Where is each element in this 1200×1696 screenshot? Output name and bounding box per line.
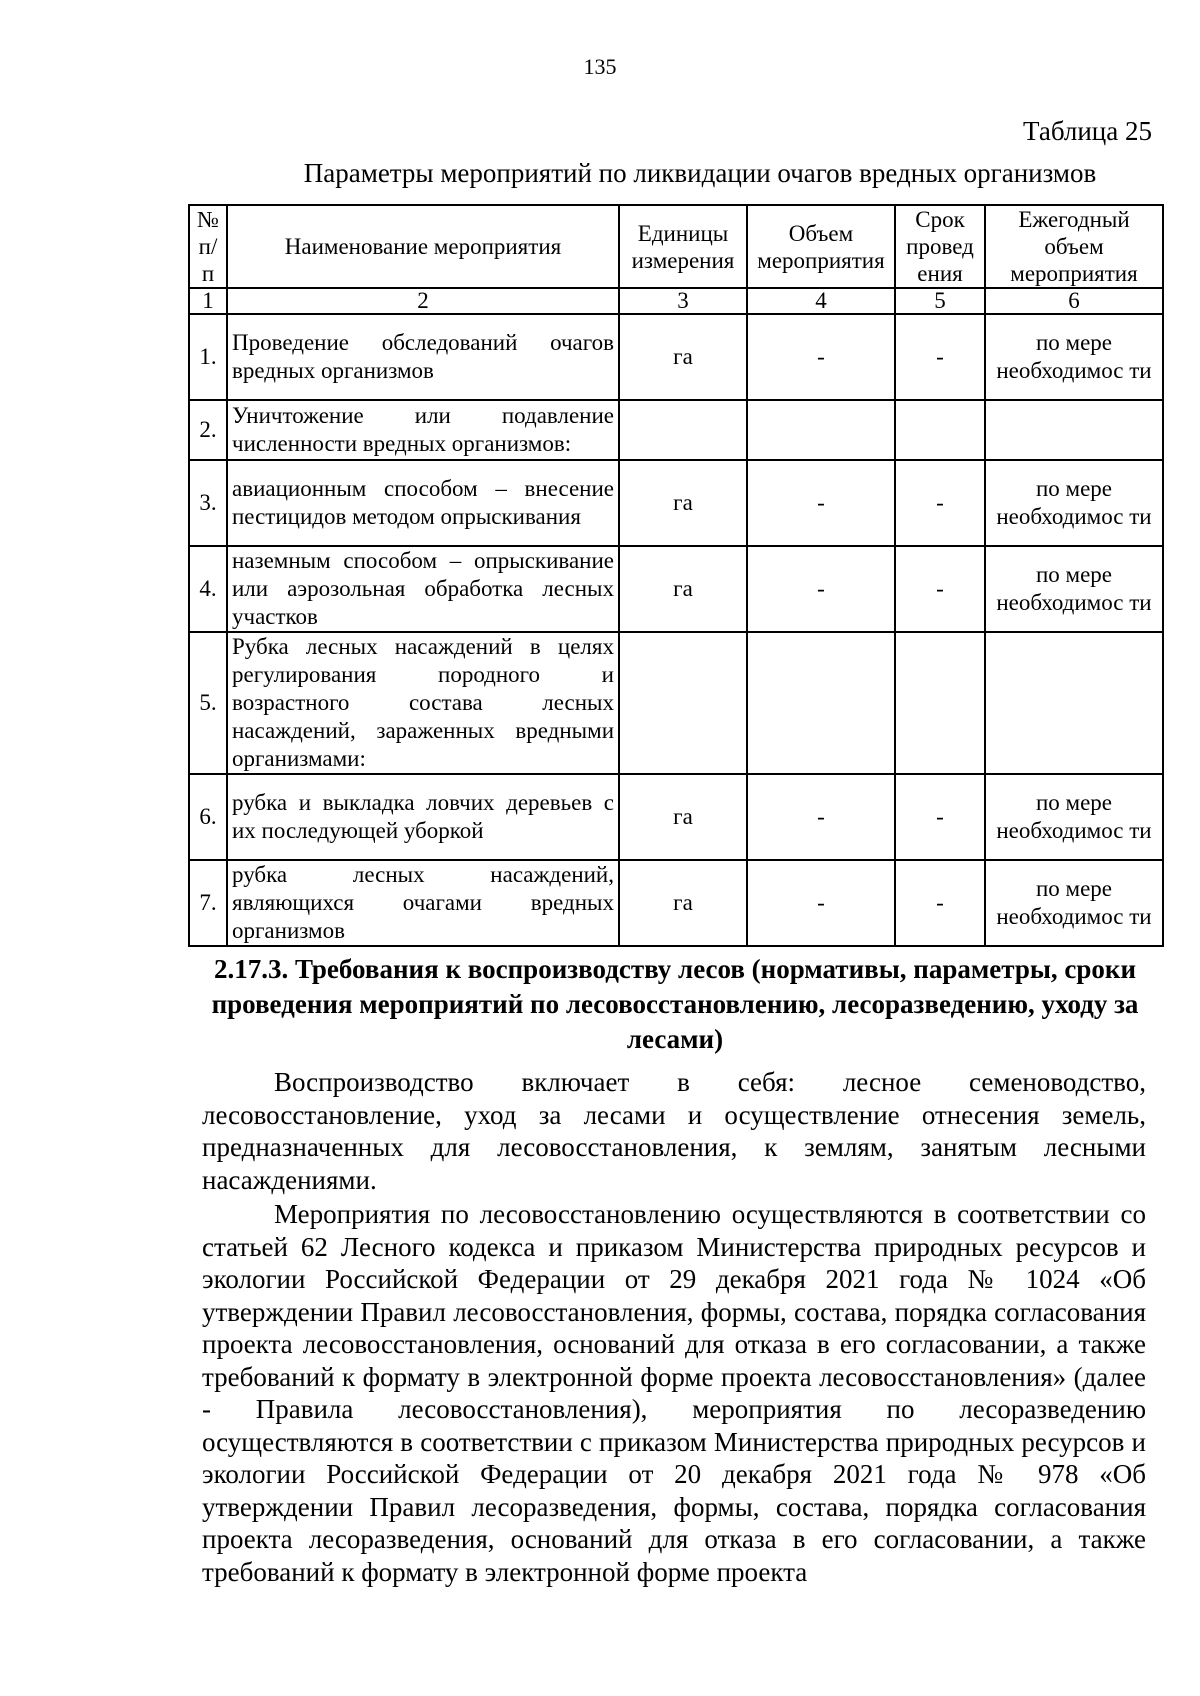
row-units: га [619, 546, 747, 632]
row-name: Уничтожение или подавление численности вредных организмов: [227, 400, 619, 460]
paragraph: Мероприятия по лесовосстановлению осуществляются в соответствии со статьей 62 Лесного кодекса и приказом Министерства природных ресурсов и экологии Российской Федерации от 29 декабря 2021 года № 1024 «Об утверждении Правил лесовосстановления, формы, состава, порядка согласования проекта лесовосстановления, оснований для отказа в его согласовании, а также требований к формату в электронной форме проекта лесовосстановления» (далее - Правила лесовосстановления), мероприятия по лесоразведению осуществляются в соответствии с приказом Министерства природных ресурсов и экологии Российской Федерации от 20 декабря 2021 года № 978 «Об утверждении Правил лесоразведения, формы, состава, порядка согласования проекта лесоразведения, оснований для отказа в его согласовании, а также требований к формату в электронной форме проекта [202, 1199, 1146, 1587]
table-row [189, 546, 1163, 632]
row-num: 2. [189, 400, 227, 460]
row-annual [985, 632, 1163, 774]
paragraph-block [202, 1198, 1146, 1588]
table-index-row [189, 288, 1163, 314]
header-units: Единицы измерения [619, 205, 747, 288]
table-row [189, 774, 1163, 860]
row-term: - [895, 860, 985, 946]
table-row [189, 314, 1163, 400]
row-units [619, 400, 747, 460]
index-cell: 3 [619, 288, 747, 314]
row-name: наземным способом – опрыскивание или аэрозольная обработка лесных участков [227, 546, 619, 632]
row-volume: - [747, 860, 895, 946]
row-name: Рубка лесных насаждений в целях регулирования породного и возрастного состава лесных насаждений, зараженных вредными организмами: [227, 632, 619, 774]
table-row [189, 460, 1163, 546]
row-name: рубка и выкладка ловчих деревьев с их последующей уборкой [227, 774, 619, 860]
table-row [189, 632, 1163, 774]
index-cell: 1 [189, 288, 227, 314]
row-units: га [619, 314, 747, 400]
measures-table [188, 204, 1164, 947]
row-term [895, 400, 985, 460]
row-term: - [895, 774, 985, 860]
row-volume: - [747, 546, 895, 632]
paragraph-block [202, 1066, 1146, 1196]
row-num: 6. [189, 774, 227, 860]
row-term: - [895, 460, 985, 546]
index-cell: 6 [985, 288, 1163, 314]
header-name: Наименование мероприятия [227, 205, 619, 288]
paragraph: Воспроизводство включает в себя: лесное семеноводство, лесовосстановление, уход за лесами и осуществление отнесения земель, предназначенных для лесовосстановления, к землям, занятым лесными насаждениями. [202, 1067, 1146, 1195]
row-volume: - [747, 314, 895, 400]
row-units [619, 632, 747, 774]
table-header-row [189, 205, 1163, 288]
row-annual [985, 400, 1163, 460]
header-num: № п/п [189, 205, 227, 288]
row-annual: по мере необходимос ти [985, 460, 1163, 546]
table-row [189, 400, 1163, 460]
row-annual: по мере необходимос ти [985, 860, 1163, 946]
header-term: Срок провед ения [895, 205, 985, 288]
row-name: Проведение обследований очагов вредных организмов [227, 314, 619, 400]
row-volume [747, 632, 895, 774]
index-cell: 5 [895, 288, 985, 314]
row-term [895, 632, 985, 774]
row-num: 3. [189, 460, 227, 546]
row-num: 4. [189, 546, 227, 632]
row-term: - [895, 546, 985, 632]
section-heading: 2.17.3. Требования к воспроизводству лесов (нормативы, параметры, сроки проведения мероприятий по лесовосстановлению, лесоразведению, уходу за лесами) [211, 954, 1139, 1054]
table-row [189, 860, 1163, 946]
row-num: 7. [189, 860, 227, 946]
row-units: га [619, 860, 747, 946]
row-volume: - [747, 460, 895, 546]
header-annual: Ежегодный объем мероприятия [985, 205, 1163, 288]
row-annual: по мере необходимос ти [985, 546, 1163, 632]
row-units: га [619, 460, 747, 546]
table-title: Параметры мероприятий по ликвидации очагов вредных организмов [303, 158, 1097, 188]
header-volume: Объем мероприятия [747, 205, 895, 288]
row-volume [747, 400, 895, 460]
row-annual: по мере необходимос ти [985, 314, 1163, 400]
table-label: Таблица 25 [1023, 116, 1152, 146]
row-name: авиационным способом – внесение пестицидов методом опрыскивания [227, 460, 619, 546]
row-name: рубка лесных насаждений, являющихся очагами вредных организмов [227, 860, 619, 946]
row-volume: - [747, 774, 895, 860]
row-num: 5. [189, 632, 227, 774]
index-cell: 4 [747, 288, 895, 314]
page-number: 135 [583, 54, 617, 79]
row-num: 1. [189, 314, 227, 400]
row-annual: по мере необходимос ти [985, 774, 1163, 860]
row-units: га [619, 774, 747, 860]
index-cell: 2 [227, 288, 619, 314]
row-term: - [895, 314, 985, 400]
